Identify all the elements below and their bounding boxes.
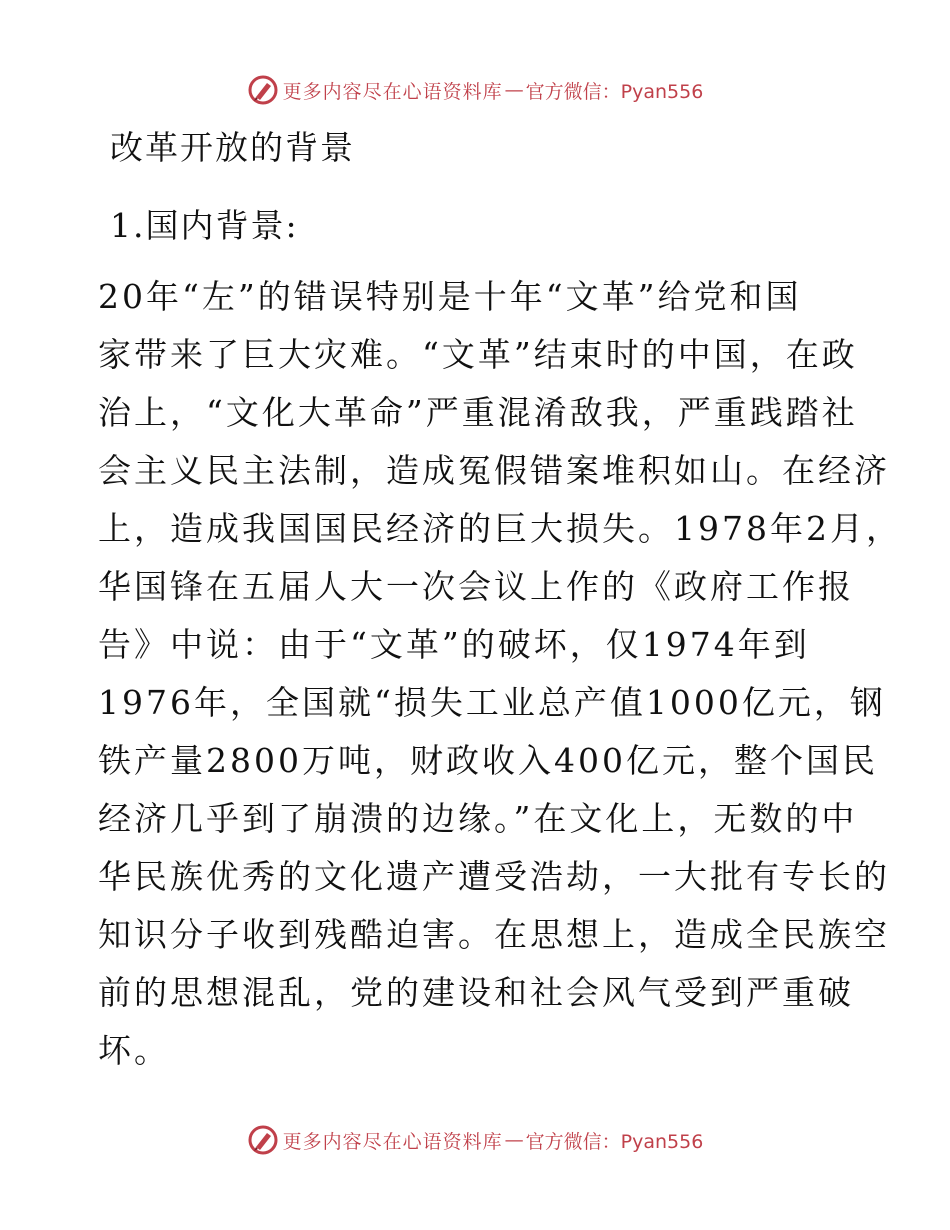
paragraph-line: 华民族优秀的文化遗产遭受浩劫，一大批有专长的 xyxy=(98,857,890,896)
banner-wechat: 官方微信：Pyan556 xyxy=(525,80,704,103)
paragraph-line: 1976年，全国就“损失工业总产值1000亿元，钢 xyxy=(98,683,886,722)
paragraph-line: 坏。 xyxy=(98,1031,170,1070)
body-paragraph xyxy=(98,268,902,1080)
paragraph-line: 前的思想混乱，党的建设和社会风气受到严重破 xyxy=(98,973,854,1012)
pen-logo-icon xyxy=(247,74,279,106)
paragraph-line: 告》中说：由于“文革”的破坏，仅1974年到 xyxy=(98,625,810,664)
paragraph-line: 会主义民主法制，造成冤假错案堆积如山。在经济 xyxy=(98,451,890,490)
header-watermark-banner xyxy=(0,70,950,110)
section-heading: 1.国内背景: xyxy=(110,206,299,245)
banner-separator: — xyxy=(504,1129,524,1151)
banner-text: 更多内容尽在心语资料库 xyxy=(282,1130,503,1153)
banner-text: 更多内容尽在心语资料库 xyxy=(282,80,503,103)
banner-separator: — xyxy=(504,79,524,101)
footer-watermark-banner xyxy=(0,1120,950,1160)
paragraph-line: 20年“左”的错误特别是十年“文革”给党和国 xyxy=(98,277,802,316)
paragraph-line: 知识分子收到残酷迫害。在思想上，造成全民族空 xyxy=(98,915,890,954)
paragraph-line: 华国锋在五届人大一次会议上作的《政府工作报 xyxy=(98,567,854,606)
paragraph-line: 经济几乎到了崩溃的边缘。”在文化上，无数的中 xyxy=(98,799,858,838)
paragraph-line: 铁产量2800万吨，财政收入400亿元，整个国民 xyxy=(98,741,878,780)
pen-logo-icon xyxy=(247,1124,279,1156)
paragraph-line: 上，造成我国国民经济的巨大损失。1978年2月， xyxy=(98,509,902,548)
paragraph-line: 家带来了巨大灾难。“文革”结束时的中国，在政 xyxy=(98,335,858,374)
banner-wechat: 官方微信：Pyan556 xyxy=(525,1130,704,1153)
paragraph-line: 治上，“文化大革命”严重混淆敌我，严重践踏社 xyxy=(98,393,858,432)
page-title: 改革开放的背景 xyxy=(110,128,355,167)
